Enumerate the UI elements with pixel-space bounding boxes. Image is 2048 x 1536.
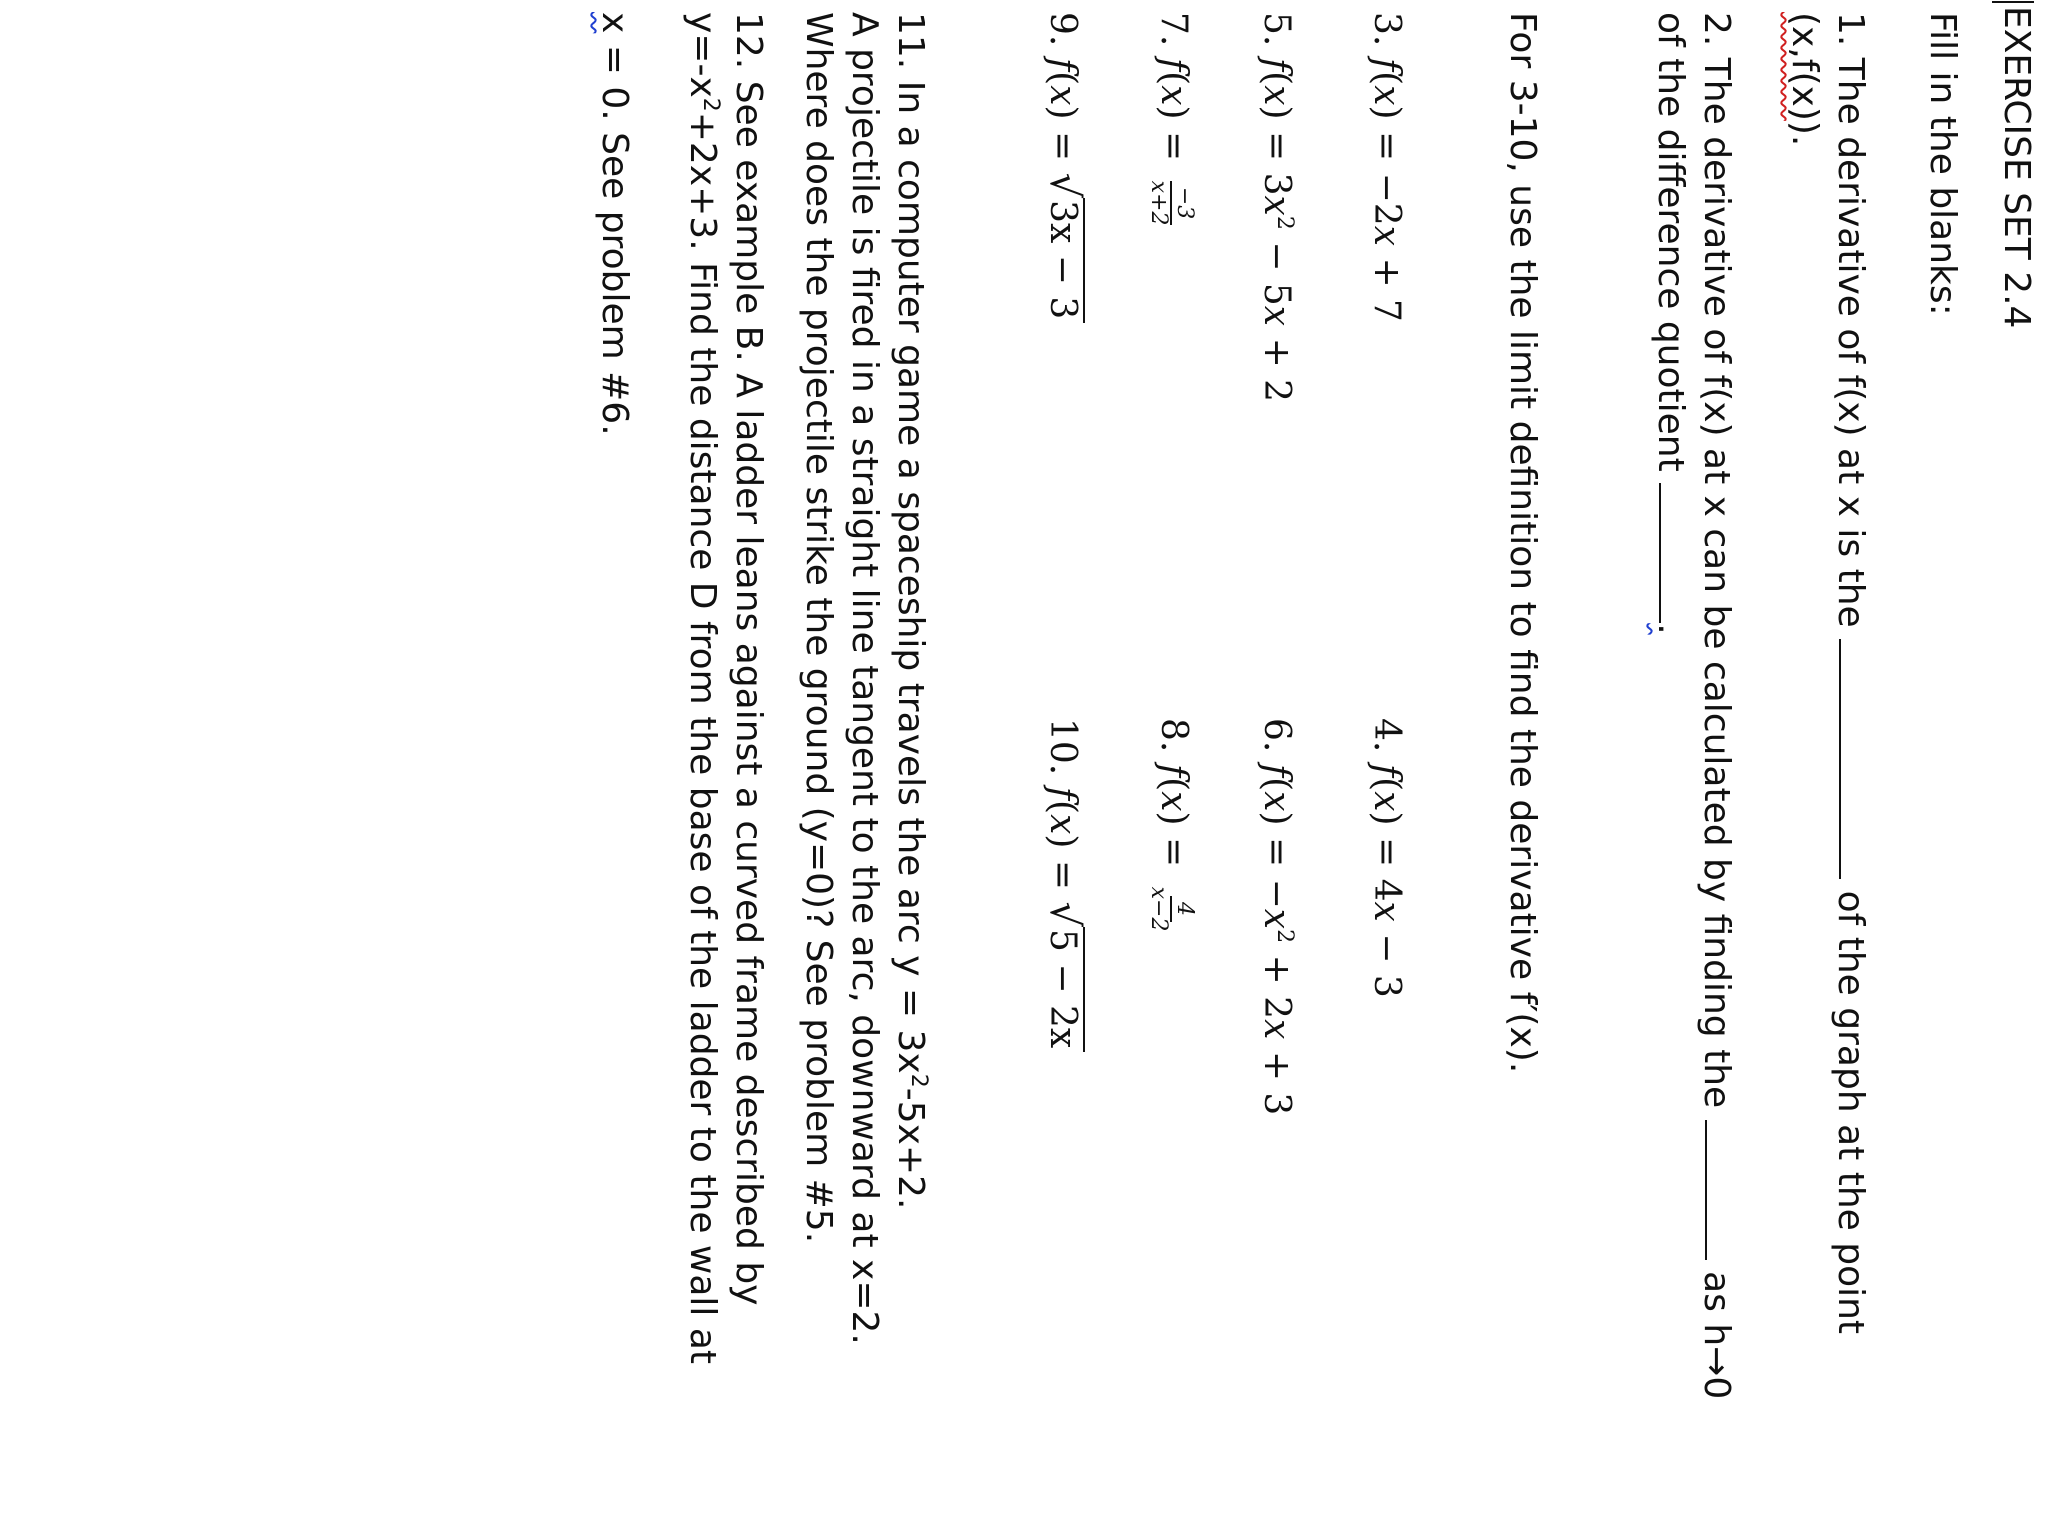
instructions: For 3-10, use the limit definition to find the derivative f′(x). bbox=[1502, 12, 1543, 1074]
problem-7: 7. f(x) = −3 x+2 bbox=[1146, 12, 1196, 233]
fill-in-heading: Fill in the blanks: bbox=[1922, 12, 1963, 316]
question-11-line-1: 11. In a computer game a spaceship travels the arc $y = 3x^2-5x+2$. bbox=[890, 12, 931, 1210]
q12-x-grammar: x bbox=[594, 12, 635, 34]
page-title: EXERCISE SET 2.4 bbox=[1996, 6, 2037, 329]
q1-text-2: of the graph at the point bbox=[1830, 890, 1871, 1335]
q2-text-2: as h bbox=[1696, 1271, 1737, 1347]
problem-10: 10. f(x) = √5 − 2x bbox=[1040, 718, 1086, 1052]
question-11-line-2: A projectile is fired in a straight line tangent to the arc, downward at x=2. bbox=[844, 12, 885, 1345]
q2-zero: 0 bbox=[1696, 1376, 1737, 1400]
question-12-line-2: $y=-x^2+2x+3$. Find the distance D from the base of the ladder to the wall at bbox=[682, 12, 723, 1365]
q2-text-3: of the difference quotient bbox=[1650, 12, 1691, 472]
problem-6: 6. $f(x) = -x^2 + 2x + 3$ bbox=[1256, 718, 1297, 1116]
text-cursor bbox=[1992, 1, 2034, 3]
problem-9-radicand: 3x − 3 bbox=[1042, 198, 1085, 323]
problem-8-fraction: 4 x−2 bbox=[1146, 886, 1197, 932]
radical-sign: √ bbox=[1041, 172, 1087, 199]
problem-5: 5. $f(x) = 3x^2 - 5x + 2$ bbox=[1256, 12, 1297, 403]
q2-text-1: 2. The derivative of f(x) at x can be calculated by finding the bbox=[1696, 12, 1737, 1109]
question-2-line-2 bbox=[1648, 12, 1692, 635]
radical-sign: √ bbox=[1041, 901, 1087, 928]
problem-7-fraction: −3 x+2 bbox=[1146, 180, 1197, 226]
q1-text-1: 1. The derivative of f(x) at x is the bbox=[1830, 12, 1871, 628]
problem-4: 4. f(x) = 4x − 3 bbox=[1366, 718, 1407, 998]
q1-point-end: ). bbox=[1784, 120, 1825, 147]
problem-9: 9. f(x) = √3x − 3 bbox=[1040, 12, 1086, 323]
q2-period-grammar: . bbox=[1650, 623, 1691, 635]
question-12-line-3: x = 0. See problem #6. bbox=[594, 12, 635, 436]
question-2-line-1 bbox=[1694, 12, 1738, 1399]
question-1-line-2 bbox=[1782, 12, 1826, 146]
question-12-line-1: 12. See example B. A ladder leans against a curved frame described by bbox=[728, 12, 769, 1306]
question-11-line-3: Where does the projectile strike the ground (y=0)? See problem #5. bbox=[798, 12, 839, 1244]
q2-blank-2[interactable] bbox=[1659, 483, 1661, 623]
question-1-line-1 bbox=[1828, 12, 1872, 1334]
problem-8: 8. f(x) = 4 x−2 bbox=[1146, 718, 1196, 939]
problem-10-radicand: 5 − 2x bbox=[1042, 927, 1085, 1052]
q1-blank[interactable] bbox=[1839, 639, 1841, 879]
arrow-icon: → bbox=[1696, 1346, 1737, 1377]
problem-3: 3. f(x) = −2x + 7 bbox=[1366, 12, 1407, 322]
q2-blank-1[interactable] bbox=[1705, 1120, 1707, 1260]
q1-point-spellcheck: (x,f(x) bbox=[1784, 12, 1825, 121]
